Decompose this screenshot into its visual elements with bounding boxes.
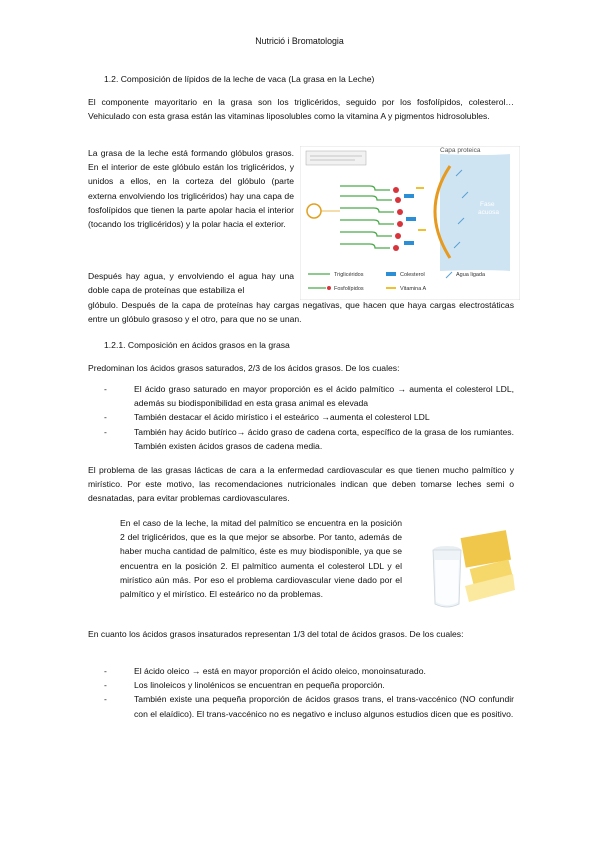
list-item: - El ácido graso saturado en mayor proporción es el ácido palmítico → aumenta el colesterol LDL, además su biodisponibilidad en esta grasa animal es elevada [104,382,514,410]
fat-globule-diagram [300,146,520,300]
legend-fosfolipidos: Fosfolípidos [334,286,364,292]
list-item: - El ácido oleico → está en mayor proporción el ácido oleico, monoinsaturado. [104,664,514,678]
legend-agua-ligada: Agua ligada [456,272,486,278]
section-title: 1.2. Composición de lípidos de la leche de vaca (La grasa en la Leche) [104,74,375,84]
figure-label-fase: Fase [480,201,495,208]
paragraph-4: Predominan los ácidos grasos saturados, 2/3 de los ácidos grasos. De los cuales: [88,363,400,373]
milk-butter-photo [405,520,515,612]
paragraph-3b: glóbulo. Después de la capa de proteínas hay cargas negativas, que hacen que haya cargas electrostáticas entre un glóbulo grasoso y el otro, para que no se unan. [88,300,514,325]
legend-trigliceridos: Triglicéridos [334,272,364,278]
aqueous-phase-region [440,154,510,271]
list-item: - También hay ácido butírico→ ácido graso de cadena corta, específico de la grasa de los rumiantes. También existen ácidos grasos de cadena media. [104,425,514,453]
page-header: Nutrició i Bromatologia [255,36,344,46]
list-item: - También destacar el ácido mirístico i el esteárico →aumenta el colesterol LDL [104,410,514,424]
list-item: - También existe una pequeña proporción de ácidos grasos trans, el trans-vaccénico (NO confundir con el elaídico). El trans-vaccénico no es negativo e incluso algunos estudios dicen que es positivo. [104,692,514,720]
paragraph-3a: Después hay agua, y envolviendo el agua hay una doble capa de proteínas que estabiliza el [88,271,294,296]
figure-label-capa: Capa proteica [440,147,481,154]
paragraph-1: El componente mayoritario en la grasa son los triglicéridos, seguido por los fosfolípidos, colesterol… Vehiculado con esta grasa están las vitaminas liposolubles como la vitamina A y pigmentos hidrosolubles. [88,97,514,122]
inset-label-box [306,151,366,165]
paragraph-7: En cuanto los ácidos grasos insaturados representan 1/3 del total de ácidos grasos. De los cuales: [88,629,464,639]
paragraph-5: El problema de las grasas lácticas de cara a la enfermedad cardiovascular es que tienen mucho palmítico y mirístico. Por este motivo, las recomendaciones nutricionales indican que deben tomarse leches semi o desnatadas, para evitar problemas cardiovasculares. [88,465,514,504]
paragraph-6: En el caso de la leche, la mitad del palmítico se encuentra en la posición 2 del triglicéridos, que es la que mejor se absorbe. Por tanto, además de haber mucha cantidad de palmítico, éste es muy biodisponible, ya que se encuentra en la posición 2. El palmítico aumenta el colesterol LDL y el mirístico aún más. Por eso el problema cardiovascular viene dado por el palmítico y el mirístico. El esteárico no da problemas. [120,518,402,600]
subsection-title: 1.2.1. Composición en ácidos grasos en la grasa [104,340,290,350]
saturated-list [104,382,514,453]
legend-colesterol: Colesterol [400,272,425,278]
figure-label-acuosa: acuosa [478,209,499,216]
list-item: - Los linoleicos y linolénicos se encuentran en pequeña proporción. [104,678,514,692]
legend-vitamina-a: Vitamina A [400,286,427,292]
unsaturated-list [104,664,514,721]
paragraph-2: La grasa de la leche está formando glóbulos grasos. En el interior de este glóbulo están los triglicéridos, y unidos a ellos, en la corteza del glóbulo (parte externa envolviendo los triglicéridos) hay una capa de fosfolípidos que tienen la parte apolar hacia el interior (tocando los triglicéridos) y la polar hacia el exterior. [88,148,294,230]
